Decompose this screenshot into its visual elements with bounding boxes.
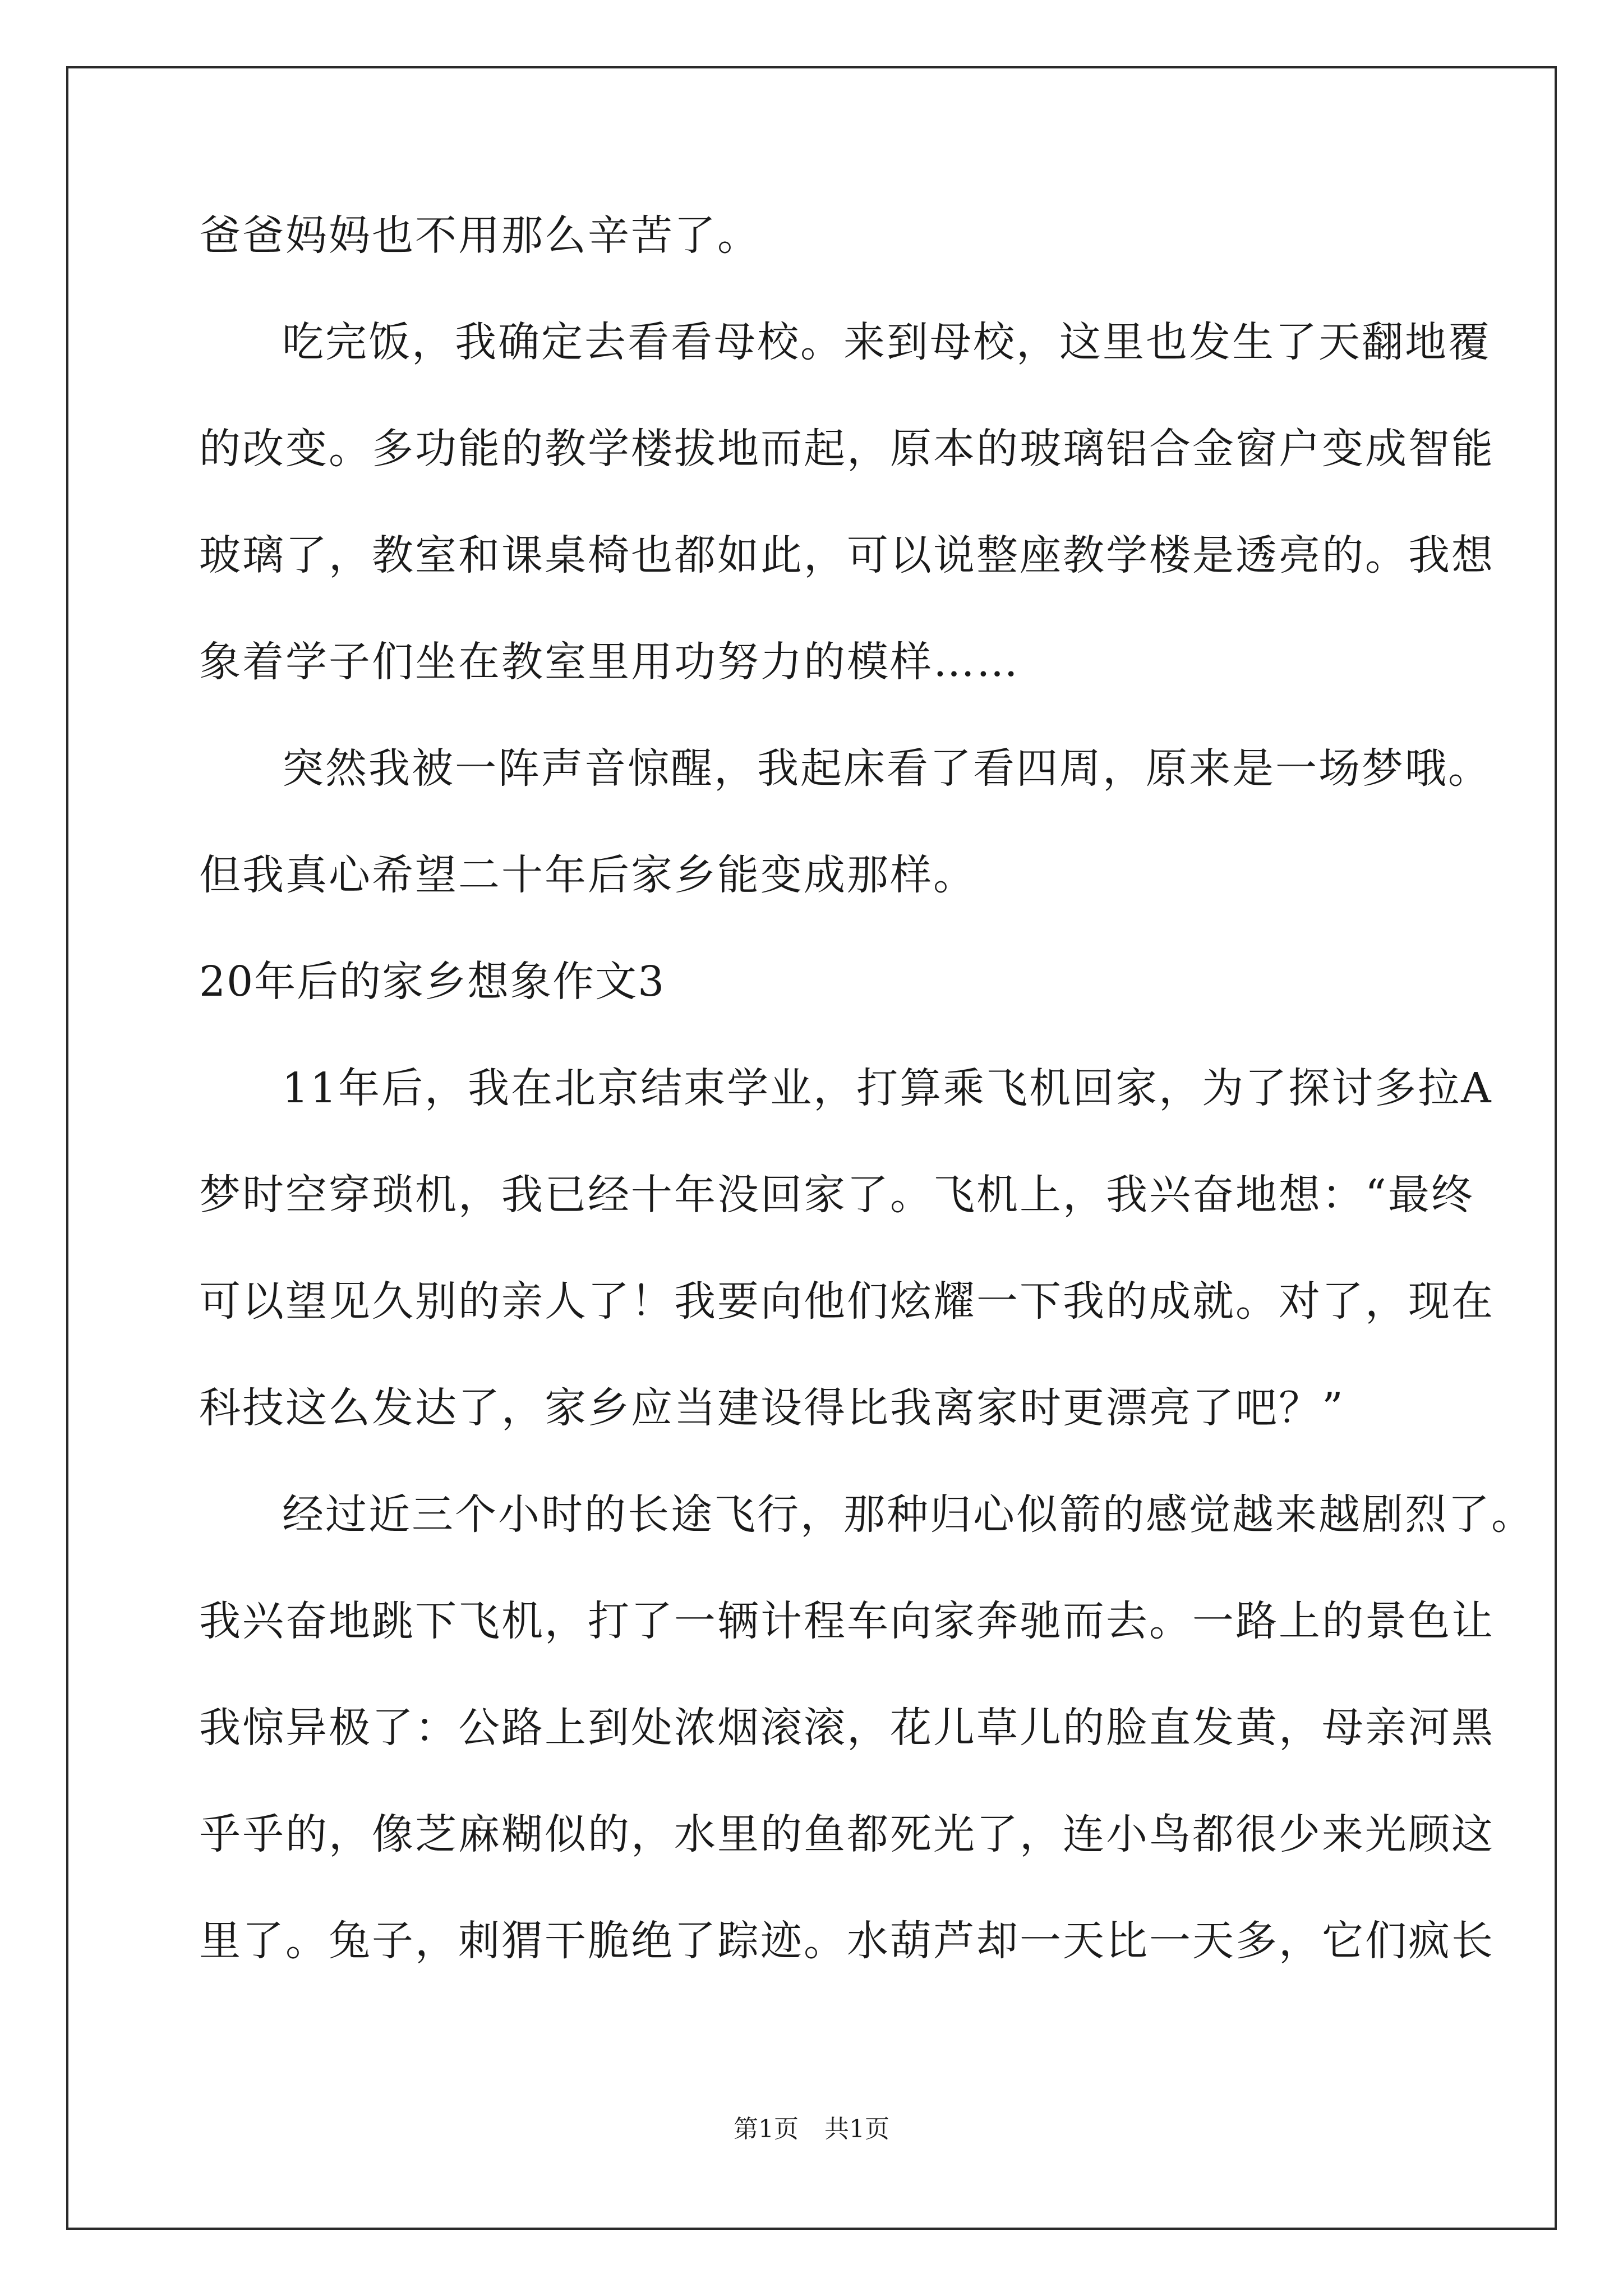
paragraph-start-line-6: 突然我被一阵声音惊醒，我起床看了看四周，原来是一场梦哦。 xyxy=(282,744,1491,793)
text-line-10: 梦时空穿琐机，我已经十年没回家了。飞机上，我兴奋地想：“最终 xyxy=(199,1171,1474,1219)
paragraph-start-line-2: 吃完饭，我确定去看看母校。来到母校，这里也发生了天翻地覆 xyxy=(282,318,1491,366)
page-number: 第1页 xyxy=(734,2115,799,2143)
text-line-7: 但我真心希望二十年后家乡能变成那样。 xyxy=(199,851,976,899)
page-border xyxy=(66,66,1557,2230)
page-footer xyxy=(0,2114,1623,2145)
text-line-17: 里了。兔子，刺猬干脆绝了踪迹。水葫芦却一天比一天多，它们疯长 xyxy=(199,1917,1495,1965)
paragraph-start-line-9: 11年后，我在北京结束学业，打算乘飞机回家，为了探讨多拉A xyxy=(282,1064,1493,1112)
text-line-1: 爸爸妈妈也不用那么辛苦了。 xyxy=(199,211,760,260)
text-line-4: 玻璃了，教室和课桌椅也都如此，可以说整座教学楼是透亮的。我想 xyxy=(199,531,1495,579)
section-heading: 20年后的家乡想象作文3 xyxy=(199,958,666,1006)
text-line-11: 可以望见久别的亲人了！我要向他们炫耀一下我的成就。对了，现在 xyxy=(199,1277,1495,1326)
text-line-15: 我惊异极了：公路上到处浓烟滚滚，花儿草儿的脸直发黄，母亲河黑 xyxy=(199,1704,1495,1752)
paragraph-start-line-13: 经过近三个小时的长途飞行，那种归心似箭的感觉越来越剧烈了。 xyxy=(282,1490,1534,1539)
text-line-12: 科技这么发达了，家乡应当建设得比我离家时更漂亮了吧？” xyxy=(199,1384,1345,1432)
text-line-16: 乎乎的，像芝麻糊似的，水里的鱼都死光了，连小鸟都很少来光顾这 xyxy=(199,1810,1495,1858)
text-line-14: 我兴奋地跳下飞机，打了一辆计程车向家奔驰而去。一路上的景色让 xyxy=(199,1597,1495,1645)
text-line-3: 的改变。多功能的教学楼拔地而起，原本的玻璃铝合金窗户变成智能 xyxy=(199,425,1495,473)
page-total: 共1页 xyxy=(824,2115,889,2143)
text-line-5: 象着学子们坐在教室里用功努力的模样…… xyxy=(199,638,1020,686)
